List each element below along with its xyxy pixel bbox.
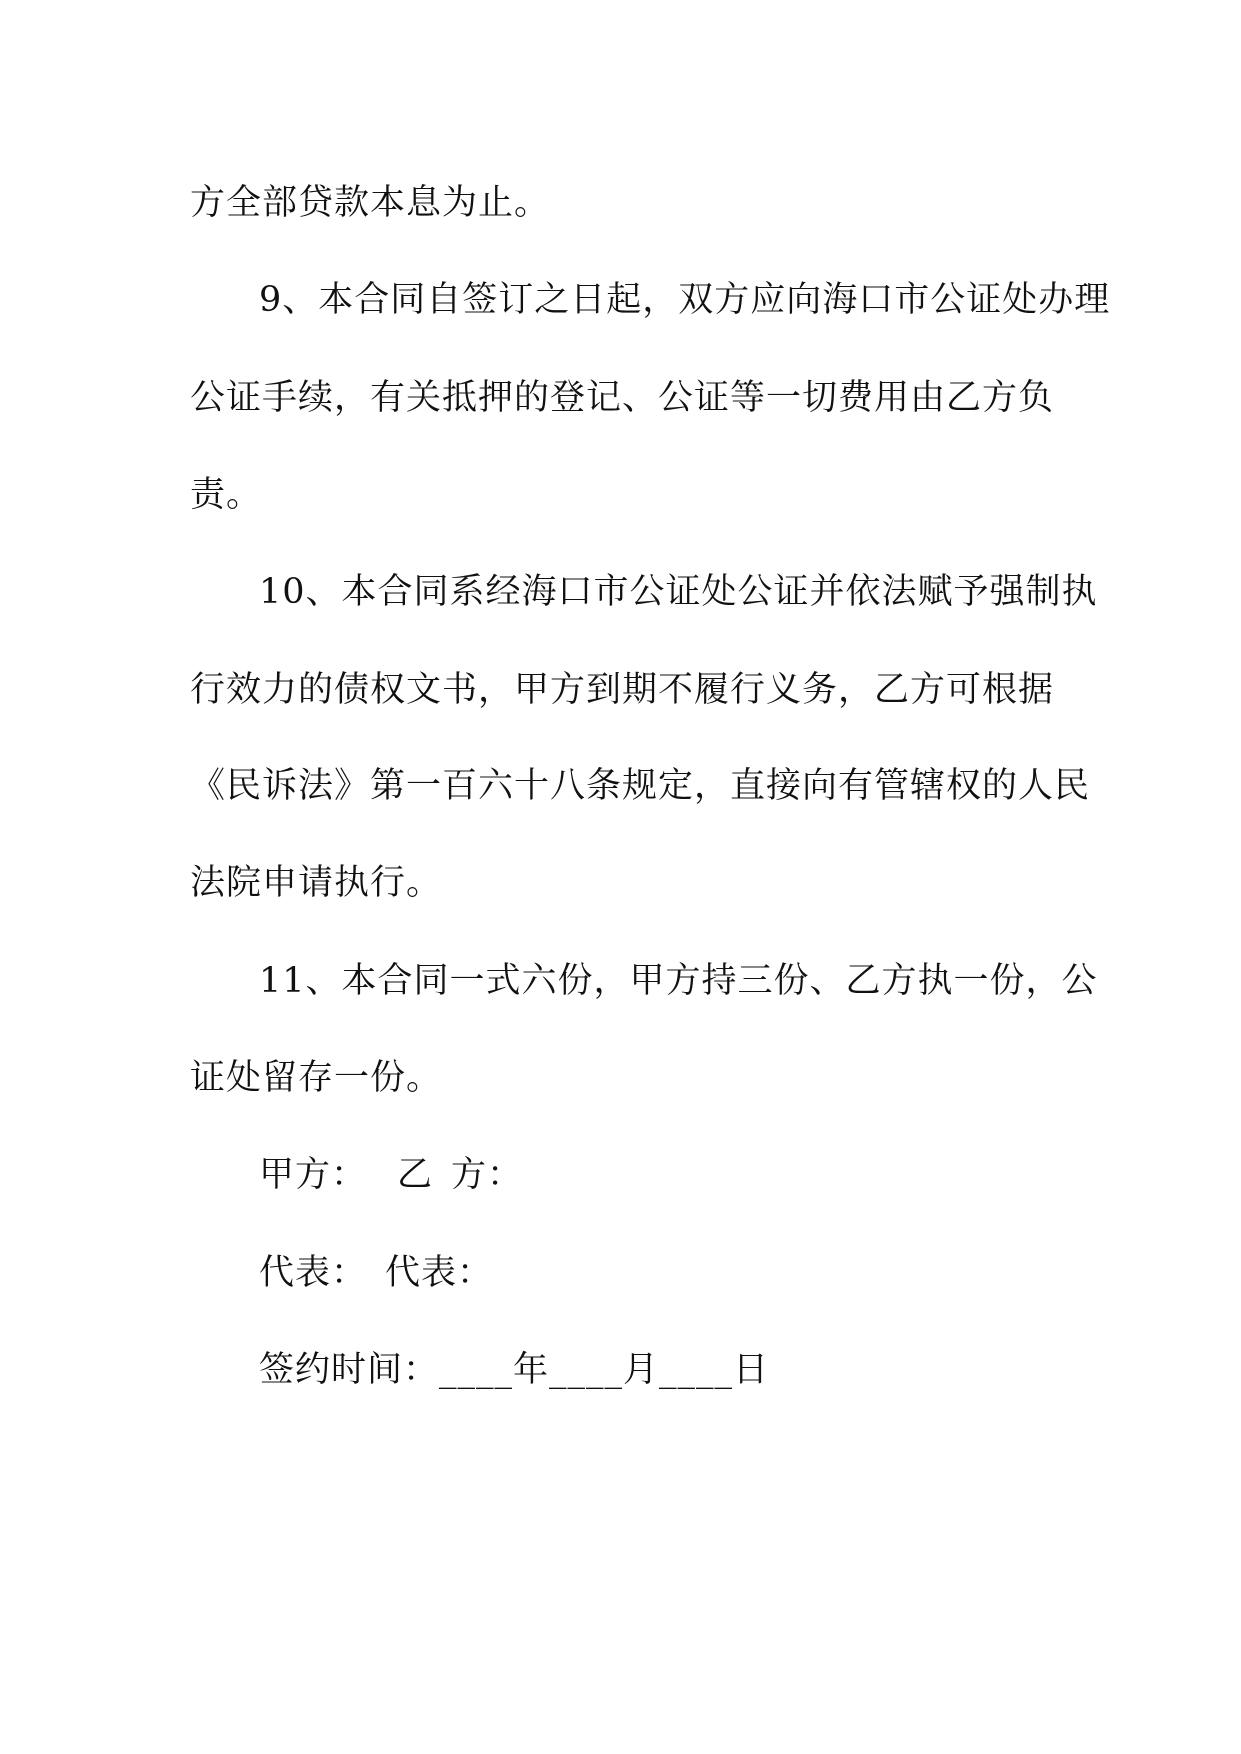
paragraph-line: 公证手续，有关抵押的登记、公证等一切费用由乙方负: [190, 378, 1055, 418]
signature-party-line: [259, 1154, 523, 1196]
sign-date-line: 签约时间：____年____月____日: [259, 1350, 770, 1390]
paragraph-line: 11、本合同一式六份，甲方持三份、乙方执一份，公: [259, 961, 1098, 1001]
rep-b-label: 代表：: [385, 1253, 494, 1293]
paragraph-line: 方全部贷款本息为止。: [190, 183, 551, 223]
paragraph-line: 法院申请执行。: [190, 863, 443, 903]
paragraph-line: 责。: [190, 475, 263, 515]
signature-rep-line: [259, 1252, 493, 1294]
paragraph-line: 9、本合同自签订之日起，双方应向海口市公证处办理: [259, 280, 1111, 320]
paragraph-line: 证处留存一份。: [190, 1058, 443, 1098]
party-b-label-part1: 乙: [397, 1155, 434, 1195]
paragraph-line: 行效力的债权文书，甲方到期不履行义务，乙方可根据: [190, 670, 1055, 710]
party-a-label: 甲方：: [259, 1155, 368, 1195]
paragraph-line: 10、本合同系经海口市公证处公证并依法赋予强制执: [259, 572, 1098, 612]
party-b-label-part2: 方：: [451, 1155, 524, 1195]
paragraph-line: 《民诉法》第一百六十八条规定，直接向有管辖权的人民: [190, 766, 1091, 806]
rep-a-label: 代表：: [259, 1253, 368, 1293]
